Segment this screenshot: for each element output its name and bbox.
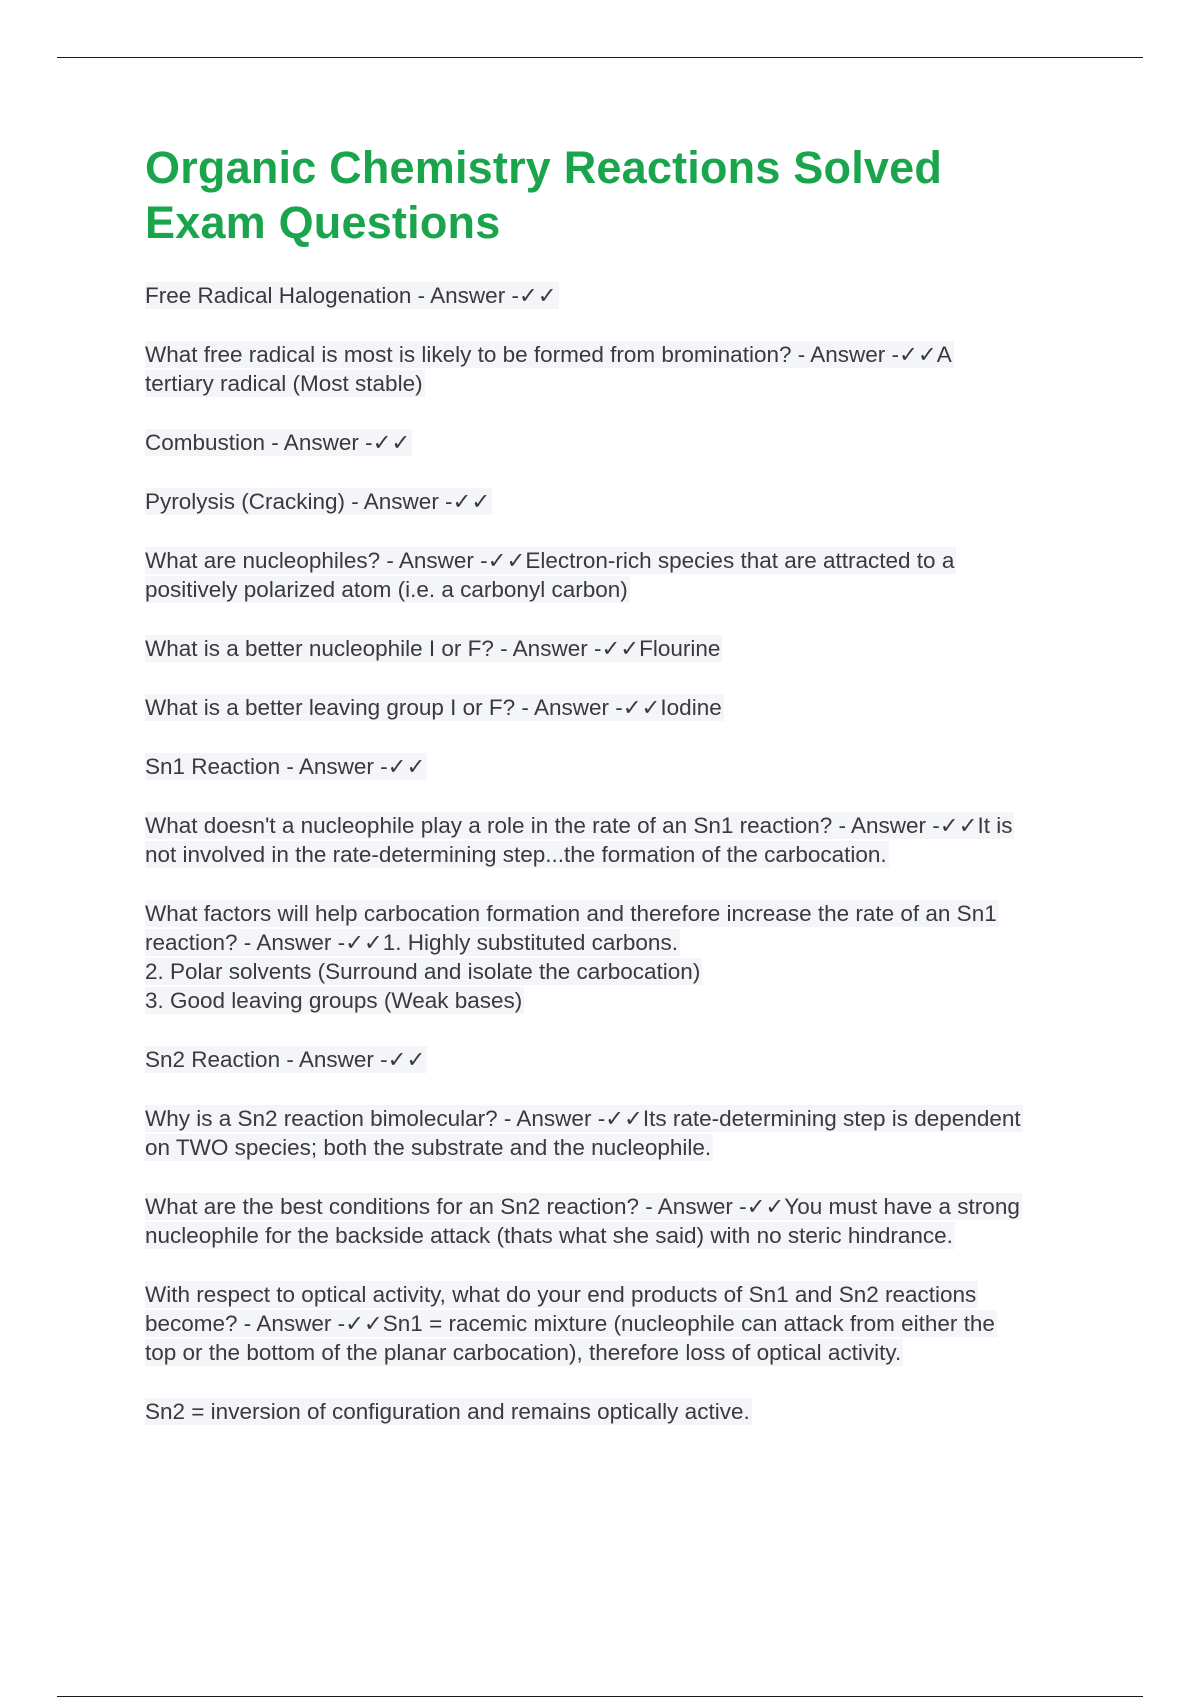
qa-text: What is a better leaving group I or F? - Answer -✓✓Iodine	[145, 695, 722, 720]
qa-text: What are nucleophiles? - Answer -✓✓Electron-rich species that are attracted to a	[145, 548, 955, 573]
qa-text: reaction? - Answer -✓✓1. Highly substituted carbons.	[145, 930, 678, 955]
qa-item	[145, 1280, 1105, 1367]
top-rule	[57, 57, 1143, 58]
qa-text: Sn2 = inversion of configuration and remains optically active.	[145, 1399, 750, 1424]
qa-item	[145, 281, 1105, 310]
qa-text: Combustion - Answer -✓✓	[145, 430, 411, 455]
qa-text: Sn2 Reaction - Answer -✓✓	[145, 1047, 426, 1072]
qa-text: become? - Answer -✓✓Sn1 = racemic mixture (nucleophile can attack from either the	[145, 1311, 995, 1336]
qa-text: With respect to optical activity, what do your end products of Sn1 and Sn2 reactions	[145, 1282, 977, 1307]
qa-text: top or the bottom of the planar carbocation), therefore loss of optical activity.	[145, 1340, 902, 1365]
title-line-2: Exam Questions	[145, 197, 501, 248]
qa-item	[145, 811, 1105, 869]
qa-item	[145, 693, 1105, 722]
qa-item	[145, 899, 1105, 1015]
qa-text: What doesn't a nucleophile play a role in the rate of an Sn1 reaction? - Answer -✓✓It is	[145, 813, 1013, 838]
qa-item	[145, 340, 1105, 398]
qa-item	[145, 634, 1105, 663]
qa-item	[145, 546, 1105, 604]
qa-item	[145, 1045, 1105, 1074]
qa-item	[145, 487, 1105, 516]
qa-text: What is a better nucleophile I or F? - Answer -✓✓Flourine	[145, 636, 721, 661]
qa-text: Sn1 Reaction - Answer -✓✓	[145, 754, 426, 779]
qa-text: Why is a Sn2 reaction bimolecular? - Answer -✓✓Its rate-determining step is dependent	[145, 1106, 1021, 1131]
qa-list	[145, 281, 1105, 1426]
qa-item	[145, 1104, 1105, 1162]
qa-item	[145, 428, 1105, 457]
qa-text: Pyrolysis (Cracking) - Answer -✓✓	[145, 489, 491, 514]
qa-text: tertiary radical (Most stable)	[145, 371, 423, 396]
qa-text: on TWO species; both the substrate and the nucleophile.	[145, 1135, 712, 1160]
qa-text: What free radical is most is likely to be formed from bromination? - Answer -✓✓A	[145, 342, 952, 367]
qa-text: positively polarized atom (i.e. a carbonyl carbon)	[145, 577, 628, 602]
qa-text: nucleophile for the backside attack (thats what she said) with no steric hindrance.	[145, 1223, 953, 1248]
qa-text: What are the best conditions for an Sn2 reaction? - Answer -✓✓You must have a strong	[145, 1194, 1020, 1219]
qa-text: 3. Good leaving groups (Weak bases)	[145, 988, 523, 1013]
qa-item	[145, 1397, 1105, 1426]
qa-item	[145, 1192, 1105, 1250]
qa-item	[145, 752, 1105, 781]
page-title	[145, 140, 1105, 250]
document-body	[145, 140, 1105, 1456]
qa-text: not involved in the rate-determining step...the formation of the carbocation.	[145, 842, 887, 867]
qa-text: What factors will help carbocation formation and therefore increase the rate of an Sn1	[145, 901, 997, 926]
bottom-rule	[57, 1696, 1143, 1697]
qa-text: 2. Polar solvents (Surround and isolate the carbocation)	[145, 959, 701, 984]
title-line-1: Organic Chemistry Reactions Solved	[145, 142, 943, 193]
qa-text: Free Radical Halogenation - Answer -✓✓	[145, 283, 557, 308]
